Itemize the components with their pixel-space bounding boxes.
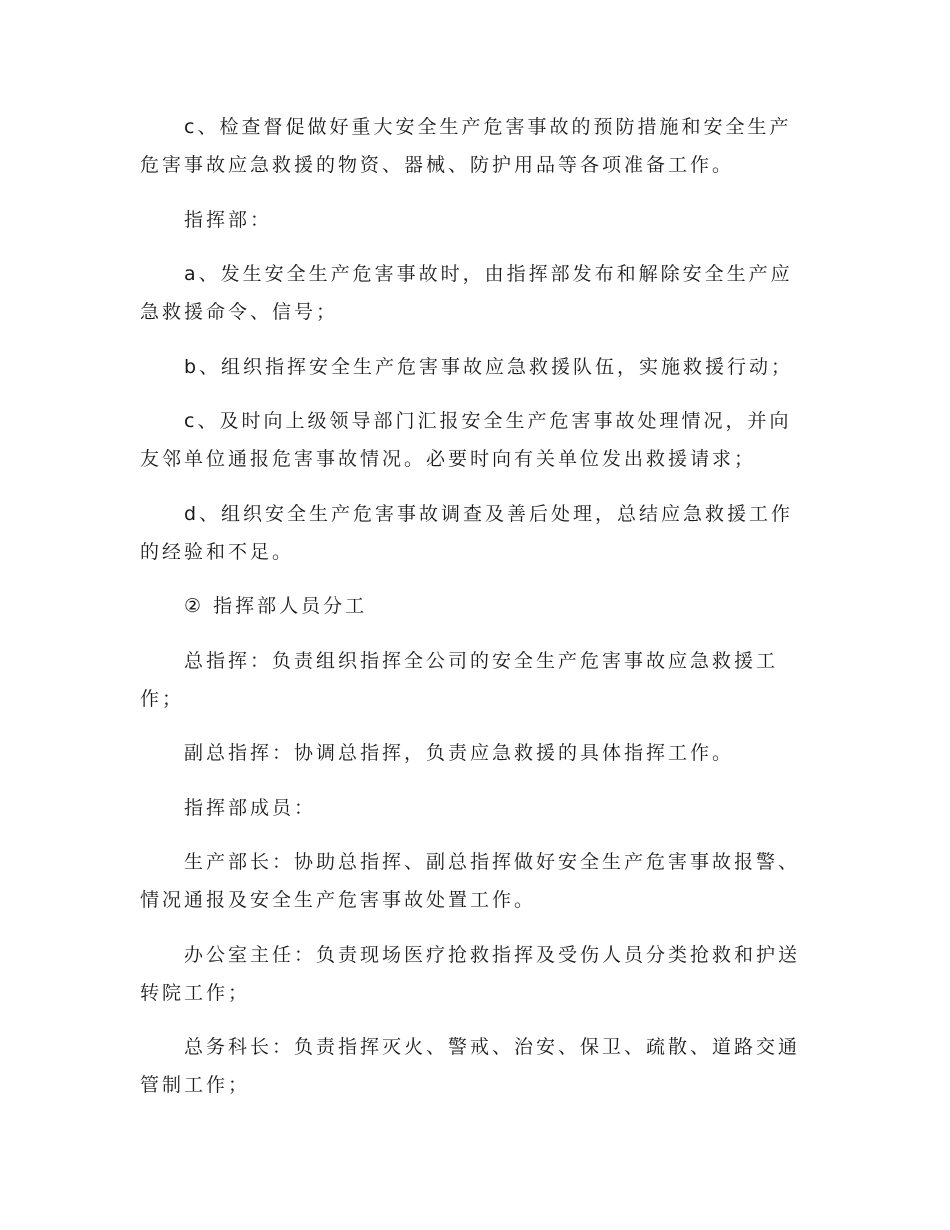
- paragraph-production-director: 生产部长：协助总指挥、副总指挥做好安全生产危害事故报警、情况通报及安全生产危害事故处置工作。: [140, 851, 801, 911]
- paragraph-d-investigation: d、组织安全生产危害事故调查及善后处理，总结应急救援工作的经验和不足。: [140, 502, 794, 563]
- paragraph-deputy-commander: 副总指挥：协调总指挥，负责应急救援的具体指挥工作。: [184, 742, 735, 764]
- paragraph-c-report: c、及时向上级领导部门汇报安全生产危害事故处理情况，并向友邻单位通报危害事故情况。必要时向有关单位发出救援请求；: [140, 410, 792, 470]
- paragraph-a-release-orders: a、发生安全生产危害事故时，由指挥部发布和解除安全生产应急救援命令、信号；: [140, 263, 793, 323]
- document-body: [140, 108, 810, 1121]
- heading-members: 指挥部成员：: [184, 796, 317, 819]
- paragraph-c-preparation: c、检查督促做好重大安全生产危害事故的预防措施和安全生产危害事故应急救援的物资、器械、防护用品等各项准备工作。: [140, 116, 792, 176]
- paragraph-commander: 总指挥：负责组织指挥全公司的安全生产危害事故应急救援工作；: [140, 649, 779, 710]
- heading-command-center: 指挥部：: [184, 208, 273, 231]
- paragraph-b-organize-teams: b、组织指挥安全生产危害事故应急救援队伍，实施救援行动；: [184, 355, 794, 378]
- paragraph-office-director: 办公室主任：负责现场医疗抢救指挥及受伤人员分类抢救和护送转院工作；: [140, 943, 801, 1004]
- paragraph-general-affairs: 总务科长：负责指挥灭火、警戒、治安、保卫、疏散、道路交通管制工作；: [140, 1036, 801, 1096]
- section-heading-division: ② 指挥部人员分工: [184, 595, 368, 617]
